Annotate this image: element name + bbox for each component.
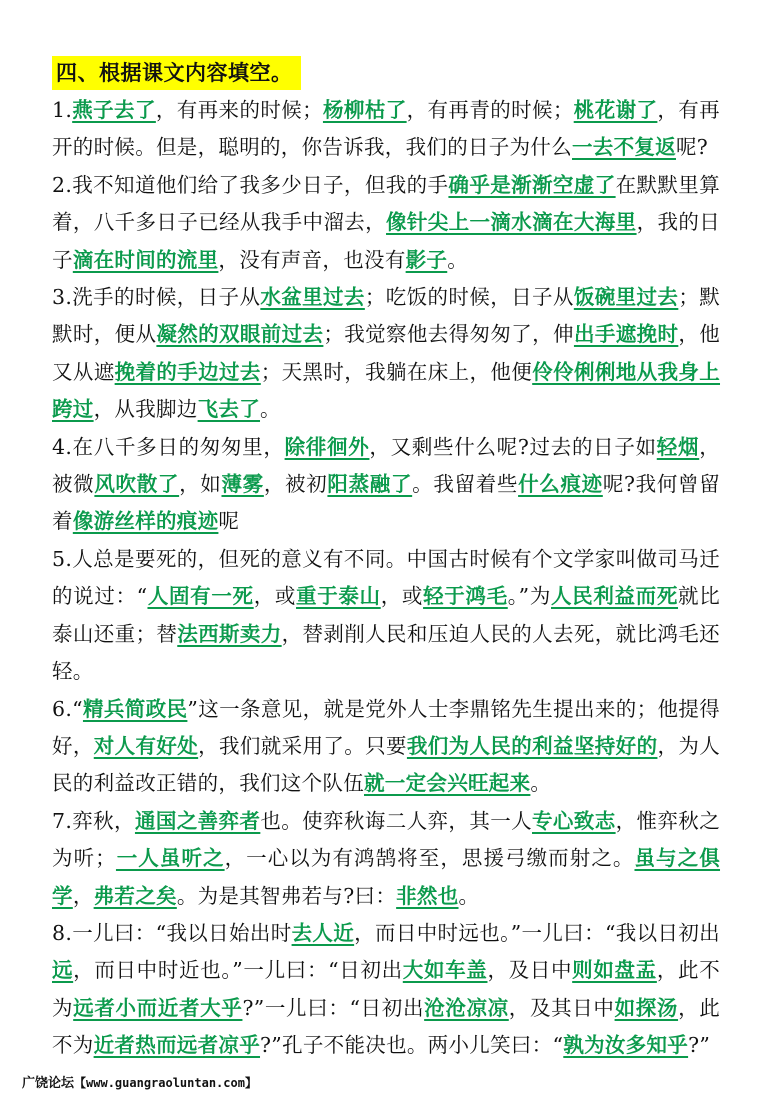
question-text: 就比泰山还重；替: [52, 584, 721, 646]
question-text: ?”: [688, 1033, 711, 1058]
answer-text: 饭碗里过去: [573, 285, 679, 310]
question-text: ，而日中时远也。”一儿曰：“我以日初出: [354, 920, 720, 945]
question-text: 也。使弈秋诲二人弈，其一人: [260, 808, 533, 833]
question-text: ，惟弈秋之为听；: [52, 808, 720, 871]
question-text: ，我的日子: [52, 210, 720, 272]
answer-text: 影子: [405, 247, 448, 272]
question-text: ，他又从遮: [52, 322, 721, 384]
question-text: ，没有声音，也没有: [218, 247, 406, 272]
question-item: [52, 691, 720, 803]
question-text: ”这一条意见，就是党外人士李鼎铭先生提出来的；他提得好，: [52, 696, 721, 758]
question-text: 呢: [218, 509, 240, 534]
question-text: ?”一儿曰：“日初出: [242, 995, 425, 1020]
answer-text: 什么痕迹: [518, 472, 603, 497]
question-text: ，而日中时近也。”一儿曰：“日初出: [73, 958, 403, 983]
answer-text: 燕子去了: [72, 98, 156, 122]
question-text: 呢?我何曾留着: [52, 472, 721, 534]
question-text: 1.: [52, 98, 73, 122]
question-text: ，我们就采用了。只要: [198, 733, 407, 758]
question-text: 。”为: [507, 584, 551, 609]
question-item: [52, 92, 720, 167]
question-item: [52, 279, 720, 429]
section-heading: 四、根据课文内容填空。: [52, 56, 301, 90]
question-text: ，替剥削人民和压迫人民的人去死，就比鸿毛还轻。: [52, 621, 720, 684]
question-text: 3.洗手的时候，日子从: [52, 285, 261, 310]
question-text: 。我留着些: [412, 472, 519, 497]
question-text: 8.一儿曰：“我以日始出时: [52, 920, 292, 945]
question-text: 。: [458, 883, 480, 908]
question-text: ，有再来的时候；: [155, 98, 323, 122]
question-text: 。: [530, 771, 552, 796]
answer-text: 飞去了: [197, 397, 261, 422]
answer-text: 近者热而远者凉乎: [93, 1033, 261, 1058]
answer-text: 除徘徊外: [284, 434, 370, 459]
answer-text: 则如盘盂: [572, 958, 657, 983]
question-text: ，为人民的利益改正错的，我们这个队伍: [52, 733, 721, 796]
question-text: ；默默时，便从: [52, 285, 721, 347]
question-item: [52, 803, 720, 915]
answer-text: 凝然的双眼前过去: [156, 322, 324, 347]
answer-text: 伶伶俐俐地从我身上跨过: [52, 359, 721, 422]
answer-text: 轻于鸿毛: [423, 584, 508, 609]
question-text: 5.人总是要死的，但死的意义有不同。中国古时候有个文学家叫做司马迁的说过：“: [52, 546, 720, 609]
question-text: ，如: [179, 472, 222, 497]
question-text: 6.“: [52, 696, 83, 721]
answer-text: 轻烟: [656, 434, 700, 459]
question-text: ，及日中: [487, 958, 573, 983]
fill-in-blank-list: [52, 92, 720, 1065]
footer-url: 【www.guangraoluntan.com】: [74, 1076, 257, 1090]
question-text: ，一心以为有鸿鹄将至，思援弓缴而射之。: [224, 846, 635, 871]
question-text: ，及其日中: [508, 995, 615, 1020]
question-item: [52, 167, 720, 279]
question-text: 。为是其智弗若与?曰：: [176, 883, 397, 908]
answer-text: 阳蒸融了: [327, 472, 413, 497]
answer-text: 专心致志: [532, 808, 616, 833]
question-text: ，或: [380, 584, 424, 609]
question-text: ，被微: [52, 434, 720, 497]
answer-text: 孰为汝多知乎: [563, 1033, 689, 1058]
answer-text: 挽着的手边过去: [114, 359, 261, 384]
answer-text: 杨柳枯了: [322, 98, 407, 122]
question-text: 。: [260, 397, 281, 422]
answer-text: 沧沧凉凉: [424, 995, 509, 1020]
answer-text: 弗若之矣: [93, 883, 177, 908]
answer-text: 确乎是渐渐空虚了: [448, 172, 616, 197]
question-text: 2.我不知道他们给了我多少日子，但我的手: [52, 172, 449, 197]
question-text: ；我觉察他去得匆匆了，伸: [323, 322, 574, 347]
answer-text: 通国之善弈者: [134, 808, 261, 833]
answer-text: 我们为人民的利益坚持好的: [406, 733, 658, 758]
answer-text: 人民利益而死: [551, 584, 679, 609]
question-item: [52, 429, 720, 541]
answer-text: 如探汤: [614, 995, 679, 1020]
question-text: 7.弈秋，: [52, 808, 135, 833]
answer-text: 精兵简政民: [82, 696, 188, 721]
answer-text: 重于泰山: [296, 584, 381, 609]
question-text: ，此不为: [52, 958, 721, 1020]
answer-text: 滴在时间的流里: [72, 247, 219, 272]
answer-text: 出手遮挽时: [573, 322, 679, 347]
answer-text: 水盆里过去: [260, 285, 365, 310]
question-text: ，从我脚边: [93, 397, 198, 422]
question-item: [52, 915, 720, 1065]
answer-text: 一去不复返: [572, 135, 676, 160]
answer-text: 像针尖上一滴水滴在大海里: [386, 210, 637, 235]
answer-text: 远: [52, 958, 74, 983]
question-item: [52, 541, 720, 691]
question-text: ，有再开的时候。但是，聪明的，你告诉我，我们的日子为什么: [52, 98, 720, 160]
answer-text: 一人虽听之: [115, 846, 225, 871]
answer-text: 大如车盖: [402, 958, 488, 983]
question-text: ，又剩些什么呢?过去的日子如: [369, 434, 657, 459]
question-text: ，: [72, 883, 94, 908]
answer-text: 去人近: [291, 920, 355, 945]
question-text: ，或: [253, 584, 297, 609]
answer-text: 桃花谢了: [573, 98, 658, 122]
question-text: ；吃饭的时候，日子从: [364, 285, 574, 310]
question-text: 4.在八千多日的匆匆里，: [52, 434, 285, 459]
answer-text: 像游丝样的痕迹: [72, 509, 219, 534]
answer-text: 虽与之俱学: [52, 846, 721, 908]
question-text: ，此不为: [52, 995, 721, 1058]
question-text: ；天黑时，我躺在床上，他便: [260, 359, 533, 384]
footer-watermark: [22, 1072, 257, 1091]
answer-text: 非然也: [396, 883, 459, 908]
question-text: ，被初: [263, 472, 328, 497]
question-text: ?”孔子不能决也。两小儿笑曰：“: [260, 1033, 564, 1058]
answer-text: 薄雾: [221, 472, 264, 497]
answer-text: 远者小而近者大乎: [73, 995, 243, 1020]
question-text: 。: [447, 247, 469, 272]
answer-text: 就一定会兴旺起来: [364, 771, 531, 796]
answer-text: 对人有好处: [93, 733, 199, 758]
answer-text: 法西斯卖力: [177, 621, 282, 646]
question-text: 在默默里算着，八千多日子已经从我手中溜去，: [52, 172, 721, 235]
footer-site-name: 广饶论坛: [22, 1076, 75, 1091]
answer-text: 人固有一死: [147, 584, 254, 609]
answer-text: 风吹散了: [94, 472, 180, 497]
question-text: ，有再青的时候；: [406, 98, 574, 122]
question-text: 呢?: [676, 135, 709, 160]
